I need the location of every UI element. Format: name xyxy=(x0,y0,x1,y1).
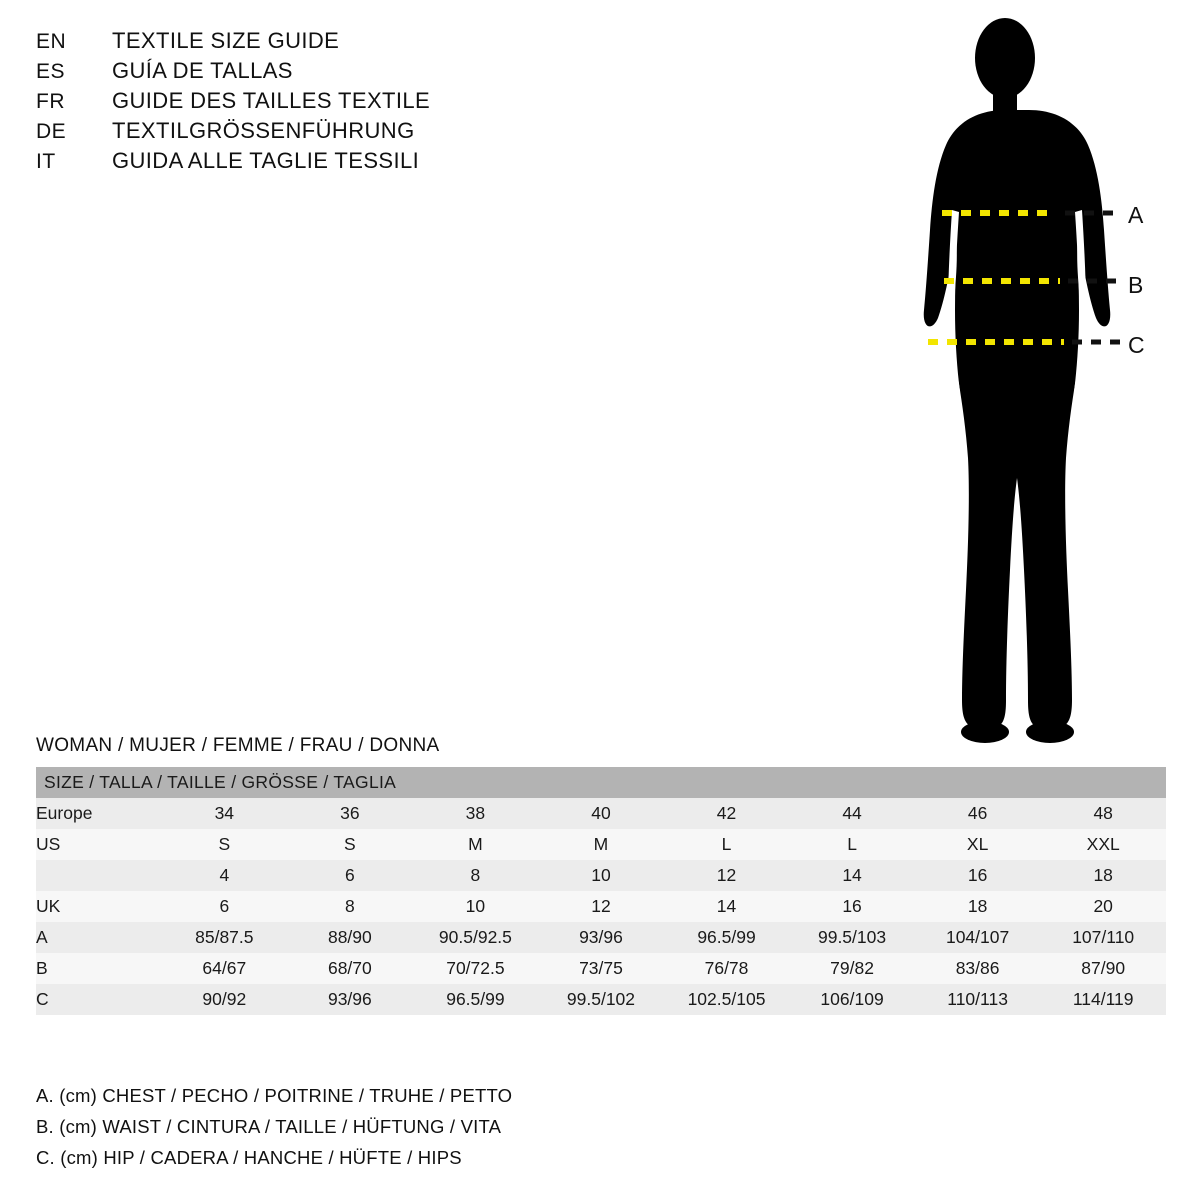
table-cell: 96.5/99 xyxy=(413,984,539,1015)
table-cell: 38 xyxy=(413,798,539,829)
table-cell: 87/90 xyxy=(1040,953,1166,984)
table-cell: 10 xyxy=(413,891,539,922)
table-cell: 42 xyxy=(664,798,790,829)
table-cell: 76/78 xyxy=(664,953,790,984)
table-cell: 107/110 xyxy=(1040,922,1166,953)
table-cell: 102.5/105 xyxy=(664,984,790,1015)
table-cell: 85/87.5 xyxy=(162,922,288,953)
row-label: B xyxy=(36,953,162,984)
table-cell: 110/113 xyxy=(915,984,1041,1015)
table-cell: 70/72.5 xyxy=(413,953,539,984)
table-row xyxy=(36,984,1166,1015)
language-title: GUÍA DE TALLAS xyxy=(112,58,293,83)
table-cell: 12 xyxy=(538,891,664,922)
language-title: GUIDE DES TAILLES TEXTILE xyxy=(112,88,431,113)
table-cell: 20 xyxy=(1040,891,1166,922)
size-table-section xyxy=(36,735,1166,1015)
measure-label-a: A xyxy=(1128,202,1144,228)
legend-line-a: A. (cm) CHEST / PECHO / POITRINE / TRUHE / PETTO xyxy=(36,1085,513,1106)
language-code: IT xyxy=(36,150,56,173)
language-title: GUIDA ALLE TAGLIE TESSILI xyxy=(112,148,420,173)
body-figure-area xyxy=(860,10,1190,750)
table-cell: XL xyxy=(915,829,1041,860)
table-cell: 8 xyxy=(287,891,413,922)
table-cell: 16 xyxy=(915,860,1041,891)
table-cell: M xyxy=(538,829,664,860)
table-cell: 6 xyxy=(287,860,413,891)
table-cell: 83/86 xyxy=(915,953,1041,984)
table-cell: 4 xyxy=(162,860,288,891)
table-cell: 90/92 xyxy=(162,984,288,1015)
table-cell: XXL xyxy=(1040,829,1166,860)
table-row xyxy=(36,922,1166,953)
table-cell: 36 xyxy=(287,798,413,829)
language-row xyxy=(36,58,676,88)
row-label xyxy=(36,860,162,891)
measure-label-b: B xyxy=(1128,272,1144,298)
table-cell: 99.5/102 xyxy=(538,984,664,1015)
table-cell: S xyxy=(162,829,288,860)
language-row xyxy=(36,88,676,118)
row-label: A xyxy=(36,922,162,953)
table-cell: 64/67 xyxy=(162,953,288,984)
table-cell: 44 xyxy=(789,798,915,829)
table-cell: 104/107 xyxy=(915,922,1041,953)
table-header-row xyxy=(36,767,1166,798)
table-cell: 73/75 xyxy=(538,953,664,984)
table-cell: 12 xyxy=(664,860,790,891)
table-cell: 14 xyxy=(789,860,915,891)
table-cell: 48 xyxy=(1040,798,1166,829)
measure-label-c: C xyxy=(1128,332,1145,358)
table-cell: 99.5/103 xyxy=(789,922,915,953)
table-cell: 93/96 xyxy=(538,922,664,953)
size-table xyxy=(36,767,1166,1015)
language-row xyxy=(36,148,676,178)
table-cell: L xyxy=(789,829,915,860)
table-header-cell: SIZE / TALLA / TAILLE / GRÖSSE / TAGLIA xyxy=(36,767,1166,798)
table-cell: 40 xyxy=(538,798,664,829)
table-cell: 96.5/99 xyxy=(664,922,790,953)
table-row xyxy=(36,829,1166,860)
language-code: ES xyxy=(36,60,66,83)
language-code: DE xyxy=(36,120,67,143)
table-cell: S xyxy=(287,829,413,860)
table-cell: 10 xyxy=(538,860,664,891)
table-cell: M xyxy=(413,829,539,860)
table-row xyxy=(36,798,1166,829)
measurement-legend xyxy=(36,1085,736,1178)
row-label: US xyxy=(36,829,162,860)
table-section-title: WOMAN / MUJER / FEMME / FRAU / DONNA xyxy=(36,735,440,756)
language-code: FR xyxy=(36,90,65,113)
language-header-block xyxy=(36,28,676,178)
table-cell: 68/70 xyxy=(287,953,413,984)
legend-line-b: B. (cm) WAIST / CINTURA / TAILLE / HÜFTUNG / VITA xyxy=(36,1116,502,1137)
table-cell: 90.5/92.5 xyxy=(413,922,539,953)
table-cell: 106/109 xyxy=(789,984,915,1015)
female-body-silhouette-icon xyxy=(860,10,1190,750)
table-cell: 14 xyxy=(664,891,790,922)
table-cell: 6 xyxy=(162,891,288,922)
table-cell: 34 xyxy=(162,798,288,829)
language-row xyxy=(36,118,676,148)
table-row xyxy=(36,860,1166,891)
table-cell: 93/96 xyxy=(287,984,413,1015)
row-label: UK xyxy=(36,891,162,922)
table-cell: 18 xyxy=(915,891,1041,922)
language-title: TEXTILGRÖSSENFÜHRUNG xyxy=(112,118,415,143)
language-row xyxy=(36,28,676,58)
legend-line-c: C. (cm) HIP / CADERA / HANCHE / HÜFTE / HIPS xyxy=(36,1147,462,1168)
table-row xyxy=(36,891,1166,922)
table-cell: 114/119 xyxy=(1040,984,1166,1015)
table-row xyxy=(36,953,1166,984)
language-code: EN xyxy=(36,30,67,53)
table-cell: 79/82 xyxy=(789,953,915,984)
table-cell: L xyxy=(664,829,790,860)
language-title: TEXTILE SIZE GUIDE xyxy=(112,28,340,53)
table-cell: 8 xyxy=(413,860,539,891)
row-label: Europe xyxy=(36,798,162,829)
row-label: C xyxy=(36,984,162,1015)
table-cell: 88/90 xyxy=(287,922,413,953)
table-cell: 18 xyxy=(1040,860,1166,891)
table-cell: 46 xyxy=(915,798,1041,829)
table-cell: 16 xyxy=(789,891,915,922)
